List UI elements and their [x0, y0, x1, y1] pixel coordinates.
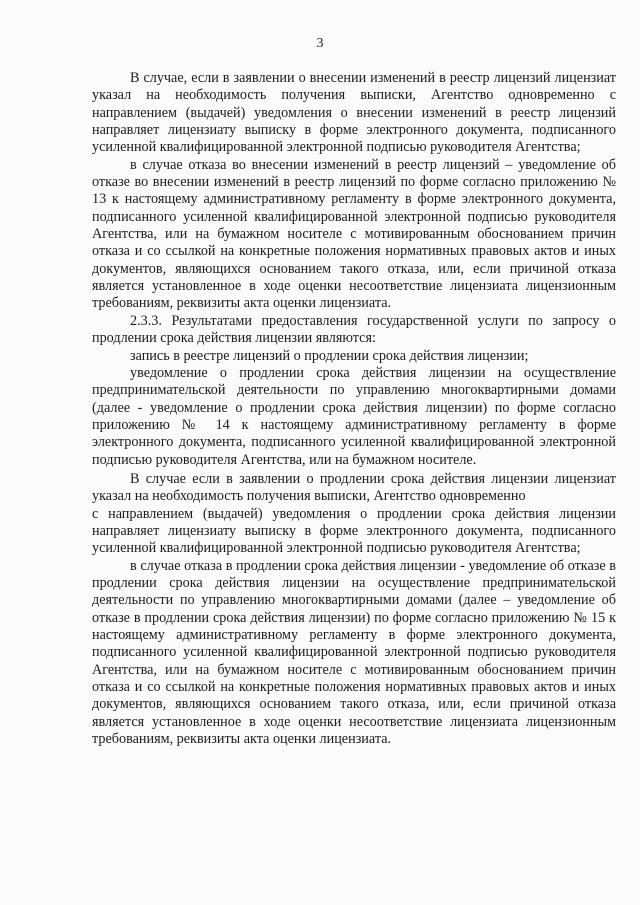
paragraph-extension-notice: уведомление о продлении срока действия лицензии на осуществление предпринимательской деятельности по управлению многоквартирными домами (далее - уведомление о продлении срока действия лицензии) по форме согласно приложению № 14 к настоящему административному регламенту в форме электронного документа, подписанного усиленной квалифицированной электронной подписью руководителя Агентства, или на бумажном носителе. — [92, 364, 616, 468]
paragraph-extension-refusal: в случае отказа в продлении срока действия лицензии - уведомление об отказе в продлении срока действия лицензии на осуществление предпринимательской деятельности по управлению многоквартирными домами (далее – уведомление об отказе в продлении срока действия лицензии) по форме согласно приложению № 15 к настоящему административному регламенту в форме электронного документа, подписанного усиленной квалифицированной электронной подписью руководителя Агентства, или на бумажном носителе с мотивированным обоснованием причин отказа и со ссылкой на конкретные положения нормативных правовых актов и иных документов, являющихся основанием такого отказа, или, если причиной отказа является установленное в ходе оценки несоответствие лицензиата лицензионным требованиям, реквизиты акта оценки лицензиата. — [92, 557, 616, 748]
paragraph-extension-extract-start: В случае если в заявлении о продлении срока действия лицензии лицензиат указал на необходимость получения выписки, Агентство одновременно — [92, 470, 616, 505]
paragraph-register-changes-extract: В случае, если в заявлении о внесении изменений в реестр лицензий лицензиат указал на необходимость получения выписки, Агентство одновременно с направлением (выдачей) уведомления о внесении изменений в реестр лицензий направляет лицензиату выписку в форме электронного документа, подписанного усиленной квалифицированной электронной подписью руководителя Агентства; — [92, 70, 616, 156]
paragraph-section-2-3-3: 2.3.3. Результатами предоставления государственной услуги по запросу о продлении срока действия лицензии являются: — [92, 312, 616, 347]
page-number: 3 — [316, 36, 324, 51]
paragraph-extension-extract-continued: с направлением (выдачей) уведомления о продлении срока действия лицензии направляет лицензиату выписку в форме электронного документа, подписанного усиленной квалифицированной электронной подписью руководителя Агентства; — [92, 505, 616, 557]
paragraph-register-changes-refusal: в случае отказа во внесении изменений в реестр лицензий – уведомление об отказе во внесении изменений в реестр лицензий по форме согласно приложению № 13 к настоящему административному регламенту в форме электронного документа, подписанного усиленной квалифицированной электронной подписью руководителя Агентства, или на бумажном носителе с мотивированным обоснованием причин отказа и со ссылкой на конкретные положения нормативных правовых актов и иных документов, являющихся основанием такого отказа, или, если причиной отказа является установленное в ходе оценки несоответствие лицензиата лицензионным требованиям, реквизиты акта оценки лицензиата. — [92, 156, 616, 312]
paragraph-register-entry-extension: запись в реестре лицензий о продлении срока действия лицензии; — [130, 347, 529, 364]
document-body — [92, 70, 616, 748]
